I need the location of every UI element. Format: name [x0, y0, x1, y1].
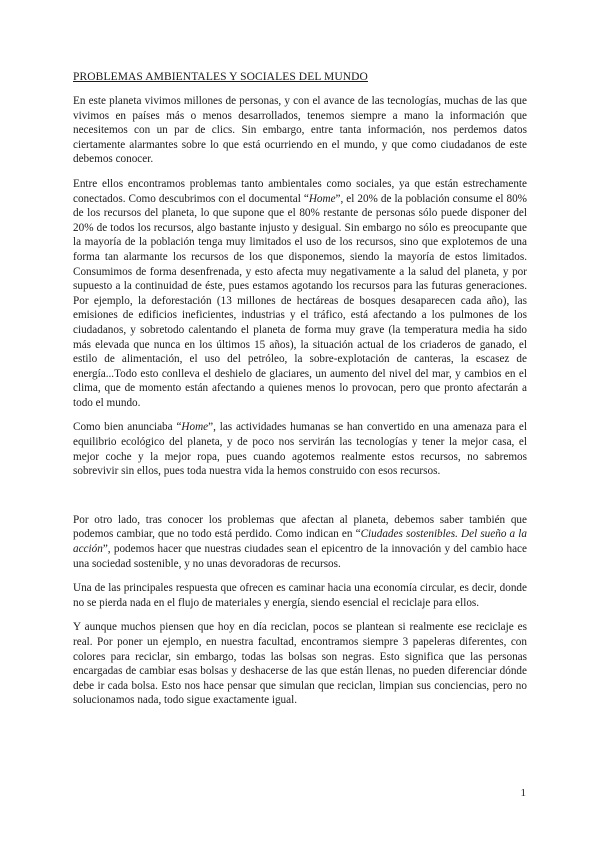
paragraph-problems-text-c: ”, el 20% de la población consume el 80% de los recursos del planeta, lo que supone que el 80% restante de personas sólo puede disponer del 20% de todos los recursos, algo bastante injusto y desigual. Sin embargo no sólo es preocupante que la mayoría de la población tenga muy limitados el uso de los recursos, sino que explotemos de una forma tan alarmante los recursos de los que disponemos, siendo la mayoría de estos limitados. Consumimos de forma desenfrenada, y esto afecta muy negativamente a la salud del planeta, y por supuesto a la continuidad de éste, pues estamos agotando los recursos para las futuras generaciones. Por ejemplo, la deforestación (13 millones de hectáreas de bosques desaparecen cada año), las emisiones de edificios ineficientes, industrias y el tráfico, está afectando a los pulmones de los ciudadanos, y sobretodo calentando el planeta de forma muy grave (la temperatura media ha sido más elevada que nunca en los últimos 15 años), la situación actual de los criaderos de ganado, el estilo de alimentación, el uso del petróleo, la sobre-explotación de canteras, la escasez de energía...Todo esto conlleva el deshielo de glaciares, un aumento del nivel del mar, y cambios en el clima, que de momento están afectando a quienes menos lo provocan, pero que pronto afectarán a todo el mundo.: [73, 192, 527, 409]
paragraph-home-warning: [73, 420, 527, 478]
paragraph-change: [73, 513, 527, 571]
page-number: 1: [520, 787, 526, 799]
paragraph-change-text-a: Por otro lado, tras conocer los problemas que afectan al planeta, debemos saber también que podemos cambiar, que no todo está perdido. Como indican en “: [73, 513, 527, 541]
paragraph-intro: En este planeta vivimos millones de personas, y con el avance de las tecnologías, muchas de las que vivimos en países más o menos desarrollados, tenemos siempre a mano la información que necesitemos con un par de clics. Sin embargo, entre tanta información, nos perdemos datos ciertamente alarmantes sobre lo que está ocurriendo en el mundo, y que como ciudadanos de este debemos conocer.: [73, 95, 527, 166]
paragraph-problems: [73, 177, 527, 411]
paragraph-home-warning-text-a: Como bien anunciaba “: [73, 421, 182, 434]
documentary-title-home-2: Home: [181, 421, 209, 434]
book-title-ciudades-sostenibles: Ciudades sostenibles. Del sueño a la acción: [73, 528, 527, 556]
paragraph-circular-economy: Una de las principales respuesta que ofrecen es caminar hacia una economía circular, es decir, donde no se pierda nada en el flujo de materiales y energía, siendo esencial el reciclaje para ellos.: [73, 582, 527, 609]
document-title: PROBLEMAS AMBIENTALES Y SOCIALES DEL MUNDO: [73, 71, 368, 83]
paragraph-problems-text-a: Entre ellos encontramos problemas tanto ambientales como sociales, ya que están estrechamente conectados. Como descubrimos con el documental “: [73, 177, 527, 205]
document-body: [73, 70, 527, 718]
paragraph-change-text-c: ”, podemos hacer que nuestras ciudades sean el epicentro de la innovación y del cambio hace una sociedad sostenible, y no unas devoradoras de recursos.: [73, 543, 527, 570]
documentary-title-home: Home: [308, 192, 336, 205]
paragraph-recycling: Y aunque muchos piensen que hoy en día reciclan, pocos se plantean si realmente ese reciclaje es real. Por poner un ejemplo, en nuestra facultad, encontramos siempre 3 papeleras diferentes, con colores para reciclar, sin embargo, todas las bolsas son negras. Esto significa que las personas encargadas de cambiar esas bolsas y deshacerse de las que están llenas, no pueden diferenciar dónde debe ir cada bolsa. Esto nos hace pensar que simulan que reciclan, limpian sus conciencias, pero no solucionamos nada, todo sigue exactamente igual.: [73, 621, 527, 707]
paragraph-home-warning-text-c: ”, las actividades humanas se han convertido en una amenaza para el equilibrio ecológico del planeta, y de poco nos servirán las tecnologías y tener la mejor casa, el mejor coche y la mejor ropa, pues cuando agotemos realmente estos recursos, no sabremos sobrevivir sin ellos, pues toda nuestra vida la hemos construido con esos recursos.: [73, 421, 527, 478]
